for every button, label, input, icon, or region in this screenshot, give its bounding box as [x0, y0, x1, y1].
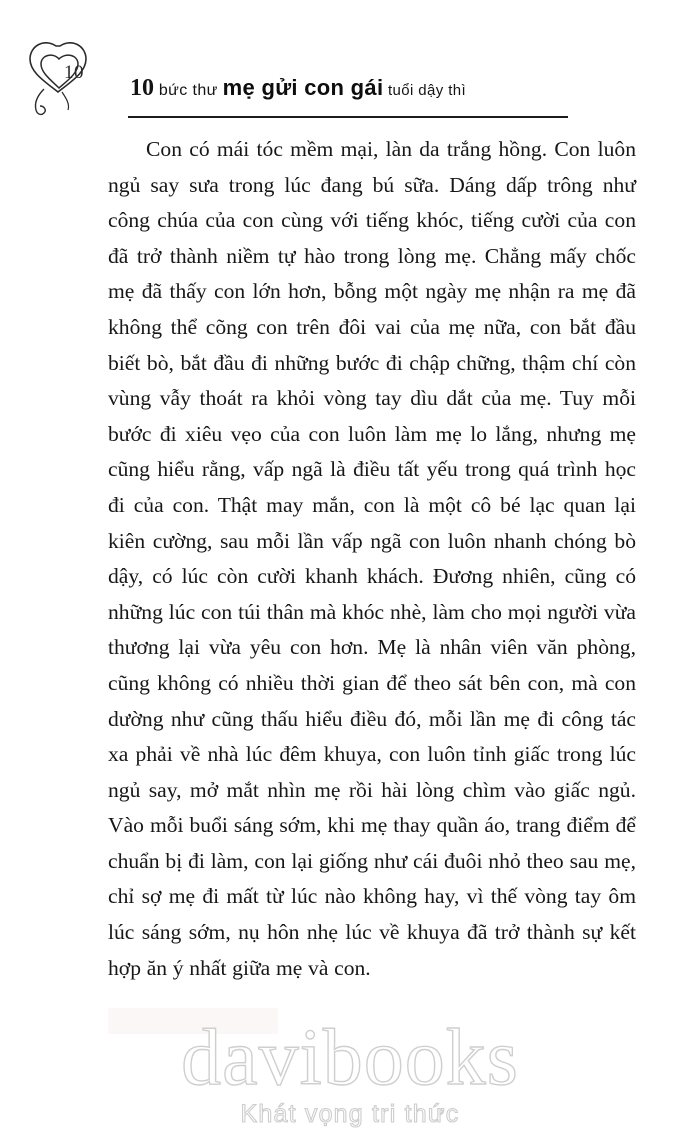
watermark-tagline: Khát vọng tri thức [240, 1100, 460, 1128]
running-title-part3: tuổi dậy thì [387, 82, 467, 99]
text-tint-overlay [108, 1008, 278, 1034]
watermark [0, 1014, 700, 1128]
page-header [0, 30, 700, 100]
header-divider [128, 116, 568, 118]
running-title-number: 10 [130, 75, 154, 101]
running-title [130, 76, 466, 100]
page-number-badge [26, 40, 112, 118]
running-title-part2: mẹ gửi con gái [222, 75, 384, 100]
running-title-part1: bức thư [158, 82, 218, 99]
body-paragraph: Con có mái tóc mềm mại, làn da trắng hồng. Con luôn ngủ say sưa trong lúc đang bú sữa. Dáng dấp trông như công chúa của con cùng với tiếng khóc, tiếng cười của con đã trở thành niềm tự hào trong lòng mẹ. Chẳng mấy chốc mẹ đã thấy con lớn hơn, bỗng một ngày mẹ nhận ra mẹ đã không thể cõng con trên đôi vai của mẹ nữa, con bắt đầu biết bò, bắt đầu đi những bước đi chập chững, thậm chí còn vùng vẫy thoát ra khỏi vòng tay dìu dắt của mẹ. Tuy mỗi bước đi xiêu vẹo của con luôn làm mẹ lo lắng, nhưng mẹ cũng hiểu rằng, vấp ngã là điều tất yếu trong quá trình học đi của con. Thật may mắn, con là một cô bé lạc quan lại kiên cường, sau mỗi lần vấp ngã con luôn nhanh chóng bò dậy, có lúc còn cười khanh khách. Đương nhiên, cũng có những lúc con túi thân mà khóc nhè, làm cho mọi người vừa thương lại vừa yêu con hơn. Mẹ là nhân viên văn phòng, cũng không có nhiều thời gian để theo sát bên con, mà con dường như cũng thấu hiểu điều đó, mỗi lần mẹ đi công tác xa phải về nhà lúc đêm khuya, con luôn tỉnh giấc trong lúc ngủ say, mở mắt nhìn mẹ rồi hài lòng chìm vào giấc ngủ. Vào mỗi buổi sáng sớm, khi mẹ thay quần áo, trang điểm để chuẩn bị đi làm, con lại giống như cái đuôi nhỏ theo sau mẹ, chỉ sợ mẹ đi mất từ lúc nào không hay, vì thế vòng tay ôm lúc sáng sớm, nụ hôn nhẹ lúc về khuya đã trở thành sự kết hợp ăn ý nhất giữa mẹ và con. [108, 137, 636, 980]
page-number: 10 [64, 62, 84, 83]
watermark-brand: davibooks [181, 1014, 519, 1102]
